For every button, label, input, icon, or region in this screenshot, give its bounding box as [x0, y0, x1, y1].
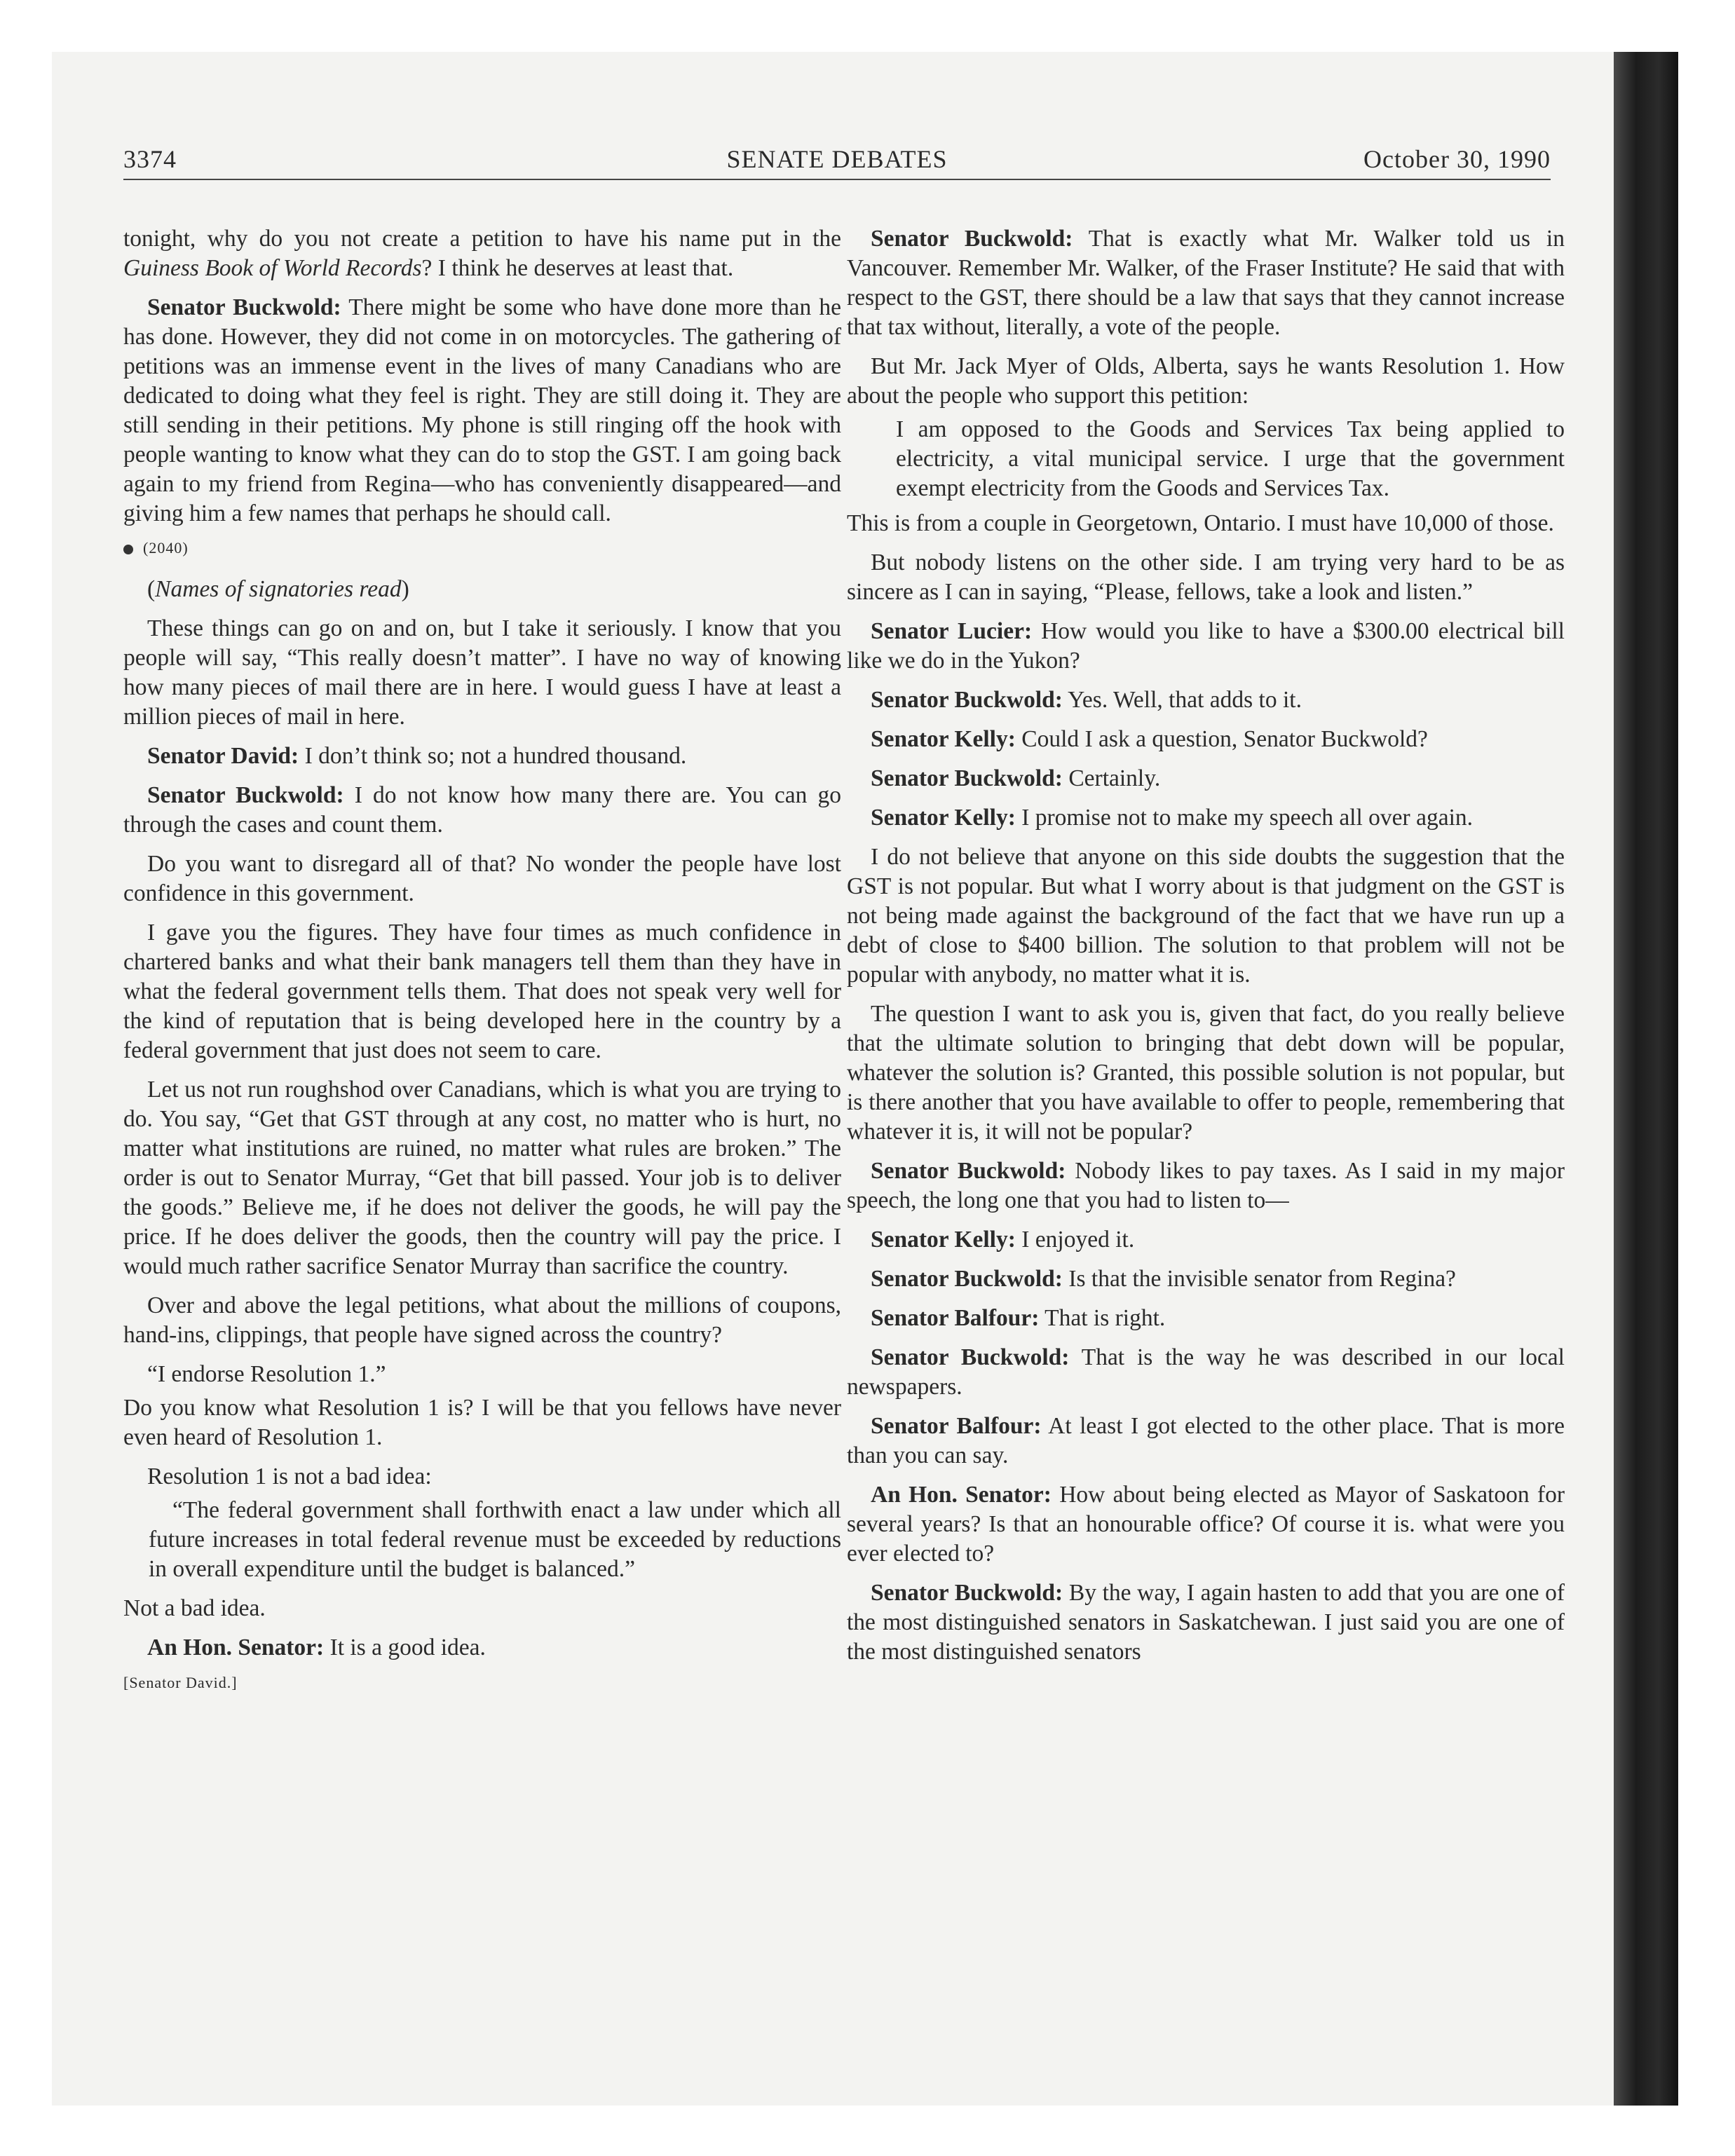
speech-paragraph: Senator Buckwold: Certainly. [871, 765, 1161, 791]
speaker-name: Senator David: [147, 743, 299, 769]
block-quote: I am opposed to the Goods and Services Tax being applied to electricity, a vital municipal service. I urge that the government exempt electricity from the Goods and Services Tax. [896, 416, 1565, 501]
paragraph: Resolution 1 is not a bad idea: [147, 1464, 432, 1489]
speech-paragraph: Senator Kelly: I promise not to make my speech all over again. [871, 805, 1473, 831]
paragraph: The question I want to ask you is, given that fact, do you really believe that the ultimate solution to bringing that debt down will be popular, whatever the solution is? Granted, this possible solution is not popular, but is there another that you have available to offer to people, remembering that whatever it is, it will not be popular? [847, 1001, 1565, 1145]
page-header [123, 140, 1551, 182]
right-column [847, 224, 1565, 1677]
paragraph: Let us not run roughshod over Canadians, which is what you are trying to do. You say, “Get that GST through at any cost, no matter who is hurt, no matter what institutions are ruined, no matter what rules are broken.” The order is out to Senator Murray, “Get that bill passed. Your job is to deliver the goods.” Believe me, if he does not deliver the goods, he will pay the price. If he does deliver the goods, then the country will pay the price. I would much rather sacrifice Senator Murray than sacrifice the country. [123, 1077, 841, 1279]
header-date: October 30, 1990 [1363, 145, 1551, 173]
speaker-name: Senator Buckwold: [871, 1344, 1070, 1370]
speaker-name: Senator Buckwold: [871, 687, 1063, 713]
bullet-icon [123, 545, 133, 554]
speaker-name: An Hon. Senator: [871, 1482, 1052, 1508]
time-marker: (2040) [123, 538, 841, 558]
paragraph: I do not believe that anyone on this side doubts the suggestion that the GST is not popular. But what I worry about is that judgment on the GST is not being made against the background of the fact that we have run up a debt of close to $400 billion. The solution to that problem will not be popular with anybody, no matter what it is. [847, 844, 1565, 988]
speech-paragraph: An Hon. Senator: It is a good idea. [147, 1635, 486, 1660]
stage-direction: (Names of signatories read) [147, 576, 409, 602]
speech-paragraph: Senator Buckwold: Nobody likes to pay taxes. As I said in my major speech, the long one that you had to listen to— [847, 1158, 1565, 1213]
paragraph: I gave you the figures. They have four times as much confidence in chartered banks and what their bank managers tell them than they have in what the federal government tells them. That does not speak very well for the kind of reputation that is being developed here in the country by a federal government that just does not seem to care. [123, 920, 841, 1063]
speech-paragraph: Senator Buckwold: That is exactly what Mr. Walker told us in Vancouver. Remember Mr. Walker, of the Fraser Institute? He said that with respect to the GST, there should be a law that says that they cannot increase that tax without, literally, a vote of the people. [847, 226, 1565, 340]
paragraph: Do you know what Resolution 1 is? I will be that you fellows have never even heard of Resolution 1. [123, 1395, 841, 1450]
speech-paragraph: Senator Balfour: That is right. [871, 1305, 1166, 1331]
speaker-name: Senator Buckwold: [147, 294, 341, 320]
speaker-name: Senator Buckwold: [871, 1266, 1063, 1292]
speech-paragraph: Senator Kelly: I enjoyed it. [871, 1227, 1135, 1253]
speaker-name: Senator Buckwold: [871, 765, 1063, 791]
speaker-name: Senator Buckwold: [871, 1580, 1063, 1606]
binding-shadow [1614, 52, 1678, 2106]
speaker-name: Senator Kelly: [871, 726, 1016, 752]
speech-paragraph: Senator Buckwold: That is the way he was described in our local newspapers. [847, 1344, 1565, 1400]
paragraph: But Mr. Jack Myer of Olds, Alberta, says he wants Resolution 1. How about the people who support this petition: [847, 353, 1565, 409]
paragraph: These things can go on and on, but I take it seriously. I know that you people will say, “This really doesn’t matter”. I have no way of knowing how many pieces of mail there are in here. I would guess I have at least a million pieces of mail in here. [123, 615, 841, 730]
speech-paragraph: Senator Buckwold: Yes. Well, that adds to it. [871, 687, 1302, 713]
speaker-name: Senator Buckwold: [871, 226, 1073, 252]
paragraph: Not a bad idea. [123, 1595, 266, 1621]
speaker-name: An Hon. Senator: [147, 1635, 325, 1660]
header-rule [123, 179, 1551, 180]
speech-paragraph: Senator Buckwold: There might be some who have done more than he has done. However, they did not come in on motorcycles. The gathering of petitions was an immense event in the lives of many Canadians who are dedicated to doing what they feel is right. They are still doing it. They are still sending in their petitions. My phone is still ringing off the hook with people wanting to know what they can do to stop the GST. I am going back again to my friend from Regina—who has conveniently disappeared—and giving him a few names that perhaps he should call. [123, 294, 841, 526]
page-footnote: [Senator David.] [123, 1674, 238, 1691]
paragraph: Over and above the legal petitions, what about the millions of coupons, hand-ins, clippings, that people have signed across the country? [123, 1292, 841, 1348]
block-quote: “The federal government shall forthwith enact a law under which all future increases in total federal revenue must be exceeded by reductions in overall expenditure until the budget is balanced.” [149, 1497, 841, 1582]
speaker-name: Senator Balfour: [871, 1413, 1042, 1439]
speech-paragraph: An Hon. Senator: How about being elected as Mayor of Saskatoon for several years? Is that an honourable office? Of course it is. what were you ever elected to? [847, 1482, 1565, 1567]
speech-paragraph: Senator David: I don’t think so; not a hundred thousand. [147, 743, 687, 769]
speaker-name: Senator Buckwold: [871, 1158, 1066, 1184]
speech-paragraph: Senator Balfour: At least I got elected to the other place. That is more than you can say. [847, 1413, 1565, 1468]
speaker-name: Senator Kelly: [871, 805, 1016, 831]
speech-paragraph: Senator Buckwold: By the way, I again hasten to add that you are one of the most distinguished senators in Saskatchewan. I just said you are one of the most distinguished senators [847, 1580, 1565, 1665]
paragraph: tonight, why do you not create a petition to have his name put in the Guiness Book of World Records? I think he deserves at least that. [123, 226, 841, 281]
speaker-name: Senator Kelly: [871, 1227, 1016, 1253]
speaker-name: Senator Buckwold: [147, 782, 344, 808]
paragraph: Do you want to disregard all of that? No wonder the people have lost confidence in this government. [123, 851, 841, 906]
quotation: “I endorse Resolution 1.” [147, 1361, 386, 1387]
left-column [123, 224, 841, 1693]
running-title: SENATE DEBATES [726, 145, 948, 173]
speech-paragraph: Senator Buckwold: Is that the invisible senator from Regina? [871, 1266, 1456, 1292]
paragraph: This is from a couple in Georgetown, Ontario. I must have 10,000 of those. [847, 510, 1554, 536]
paragraph: But nobody listens on the other side. I am trying very hard to be as sincere as I can in saying, “Please, fellows, take a look and listen.” [847, 550, 1565, 605]
speaker-name: Senator Lucier: [871, 618, 1033, 644]
speech-paragraph: Senator Lucier: How would you like to have a $300.00 electrical bill like we do in the Yukon? [847, 618, 1565, 674]
speech-paragraph: Senator Kelly: Could I ask a question, Senator Buckwold? [871, 726, 1428, 752]
speaker-name: Senator Balfour: [871, 1305, 1040, 1331]
speech-paragraph: Senator Buckwold: I do not know how many there are. You can go through the cases and count them. [123, 782, 841, 838]
page-number: 3374 [123, 145, 177, 173]
